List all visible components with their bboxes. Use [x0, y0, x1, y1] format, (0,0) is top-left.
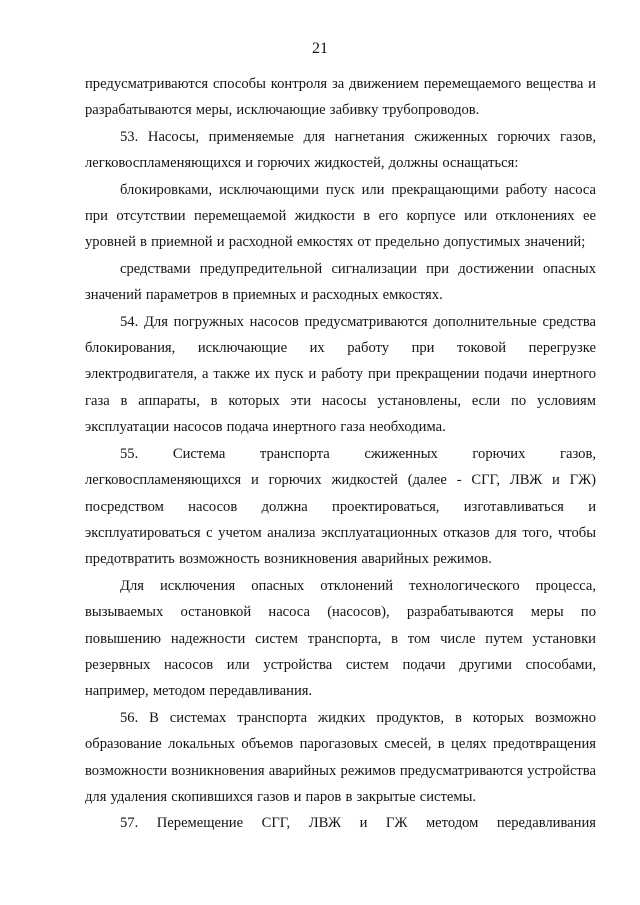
paragraph: 55. Система транспорта сжиженных горючих газов, легковоспламеняющихся и горючих жидкостей (далее - СГГ, ЛВЖ и ГЖ) посредством насосов должна проектироваться, изготавливаться и эксплуатироваться с учетом анализа эксплуатационных отказов для того, чтобы предотвратить возможность возникновения аварийных режимов. — [85, 445, 596, 568]
paragraph: блокировками, исключающими пуск или прекращающими работу насоса при отсутствии перемещаемой жидкости в его корпусе или отклонениях ее уровней в приемной и расходной емкостях от предельно допустимых значений; — [85, 181, 596, 251]
paragraph: предусматриваются способы контроля за движением перемещаемого вещества и разрабатываются меры, исключающие забивку трубопроводов. — [85, 76, 596, 119]
text-body — [85, 71, 596, 837]
paragraph: средствами предупредительной сигнализации при достижении опасных значений параметров в приемных и расходных емкостях. — [85, 260, 596, 304]
paragraph: 56. В системах транспорта жидких продуктов, в которых возможно образование локальных объемов парогазовых смесей, в целях предотвращения возможности возникновения аварийных режимов предусматриваются устройства для удаления скопившихся газов и паров в закрытые системы. — [85, 709, 596, 805]
paragraph: Для исключения опасных отклонений технологического процесса, вызываемых остановкой насоса (насосов), разрабатываются меры по повышению надежности систем транспорта, в том числе путем установки резервных насосов или устройства систем подачи другими способами, например, методом передавливания. — [85, 577, 596, 700]
paragraph: 54. Для погружных насосов предусматриваются дополнительные средства блокирования, исключающие их работу при токовой перегрузке электродвигателя, а также их пуск и работу при прекращении подачи инертного газа в аппараты, в которых эти насосы установлены, если по условиям эксплуатации насосов подача инертного газа необходима. — [85, 313, 596, 436]
page-number: 21 — [312, 40, 328, 57]
paragraph: 57. Перемещение СГГ, ЛВЖ и ГЖ методом передавливания — [120, 815, 596, 832]
paragraph: 53. Насосы, применяемые для нагнетания сжиженных горючих газов, легковоспламеняющихся и горючих жидкостей, должны оснащаться: — [85, 128, 596, 172]
